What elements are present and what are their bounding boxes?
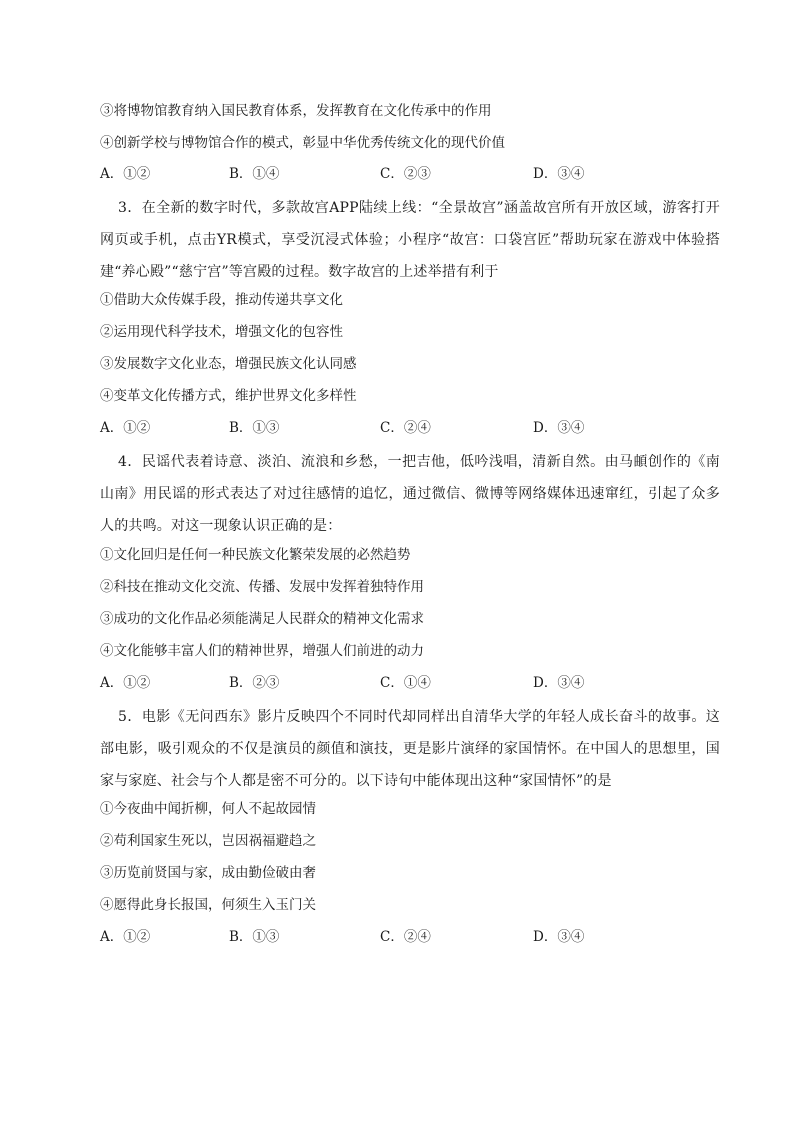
q5-option-4: ④愿得此身长报国，何须生入玉门关 xyxy=(100,897,316,913)
q3-choice-c[interactable]: C．②④ xyxy=(380,420,431,436)
q3-choice-b[interactable]: B．①③ xyxy=(229,420,280,436)
q4-option-1: ①文化回归是任何一种民族文化繁荣发展的必然趋势 xyxy=(100,547,411,563)
q2-choice-a[interactable]: A．①② xyxy=(100,166,151,182)
q2-option-3: ③将博物馆教育纳入国民教育体系，发挥教育在文化传承中的作用 xyxy=(100,103,492,119)
q5-choice-a[interactable]: A．①② xyxy=(100,929,151,945)
q2-choice-d[interactable]: D．③④ xyxy=(533,166,585,182)
q3-option-3: ③发展数字文化业态，增强民族文化认同感 xyxy=(100,356,357,372)
q2-choice-c[interactable]: C．②③ xyxy=(380,166,431,182)
q4-option-3: ③成功的文化作品必须能满足人民群众的精神文化需求 xyxy=(100,611,424,627)
q5-stem: 5．电影《无问西东》影片反映四个不同时代却同样出自清华大学的年轻人成长奋斗的故事。这部电影，吸引观众的不仅是演员的颜值和演技，更是影片演绎的家国情怀。在中国人的思想里，国家与家庭、社会与个人都是密不可分的。以下诗句中能体现出这种“家国情怀”的是 xyxy=(100,709,720,789)
q3-stem: 3．在全新的数字时代，多款故宫APP陆续上线：“全景故宫”涵盖故宫所有开放区域，游客打开网页或手机，点击YR模式，享受沉浸式体验；小程序“故宫：口袋宫匠”帮助玩家在游戏中体验搭建“养心殿”“慈宁宫”等宫殿的过程。数字故宫的上述举措有利于 xyxy=(100,200,720,280)
q4-stem: 4．民谣代表着诗意、淡泊、流浪和乡愁，一把吉他，低吟浅唱，清新自然。由马頔创作的《南山南》用民谣的形式表达了对过往感情的追忆，通过微信、微博等网络媒体迅速窜红，引起了众多人的共鸣。对这一现象认识正确的是： xyxy=(100,454,720,534)
q4-choice-c[interactable]: C．①④ xyxy=(380,675,431,691)
q5-option-1: ①今夜曲中闻折柳，何人不起故园情 xyxy=(100,801,316,817)
q3-choice-a[interactable]: A．①② xyxy=(100,420,151,436)
q4-choice-a[interactable]: A．①② xyxy=(100,675,151,691)
q3-option-1: ①借助大众传媒手段，推动传递共享文化 xyxy=(100,292,343,308)
q2-choice-b[interactable]: B．①④ xyxy=(229,166,280,182)
q5-option-3: ③历览前贤国与家，成由勤俭破由奢 xyxy=(100,865,316,881)
q4-option-4: ④文化能够丰富人们的精神世界，增强人们前进的动力 xyxy=(100,643,424,659)
q4-choice-d[interactable]: D．③④ xyxy=(533,675,585,691)
q4-choice-b[interactable]: B．②③ xyxy=(229,675,280,691)
q2-option-4: ④创新学校与博物馆合作的模式，彰显中华优秀传统文化的现代价值 xyxy=(100,135,505,151)
q5-choice-c[interactable]: C．②④ xyxy=(380,929,431,945)
q5-option-2: ②苟利国家生死以，岂因祸福避趋之 xyxy=(100,833,316,849)
q3-choice-d[interactable]: D．③④ xyxy=(533,420,585,436)
q5-choice-b[interactable]: B．①③ xyxy=(229,929,280,945)
q4-option-2: ②科技在推动文化交流、传播、发展中发挥着独特作用 xyxy=(100,579,424,595)
q5-choice-d[interactable]: D．③④ xyxy=(533,929,585,945)
q3-option-2: ②运用现代科学技术，增强文化的包容性 xyxy=(100,324,343,340)
q3-option-4: ④变革文化传播方式，维护世界文化多样性 xyxy=(100,388,357,404)
